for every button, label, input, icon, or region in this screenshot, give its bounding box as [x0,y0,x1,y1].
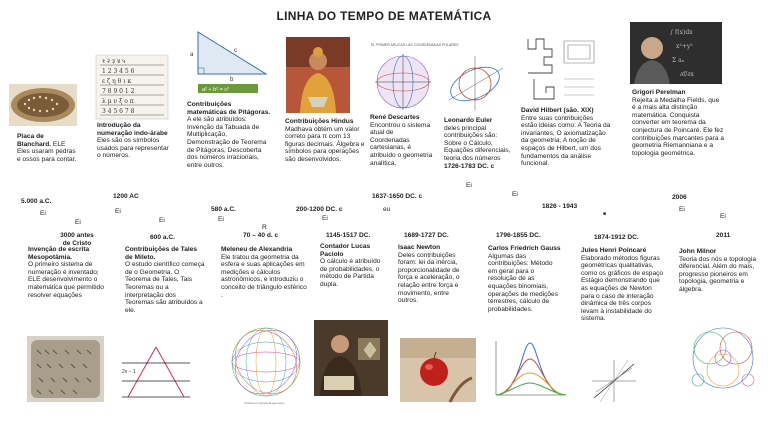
event-description: Elaborado métodos figuras geométricas qualitativas, como os gráficos de espaço Estágio demonstrando que as equações de Newton para o caso de interação dinâmica de três corpos levam à instabilidade do sistema. [581,254,664,323]
event-date: 1637-1650 DC. c [372,193,423,200]
svg-text:१ २ ३ ४ ५: १ २ ३ ४ ५ [102,58,126,65]
event-date: 1796-1855 DC. [496,232,541,239]
ei-mark: Ei [159,217,165,224]
event-date: 1145-1517 DC. [326,232,371,239]
event-description: Entre suas contribuições estão ideias como: A Teoria da invariantes, O axiomatização da geometria, A noção de espaços de Hilbert, um dos fundamentos da análise funcional. [521,114,611,168]
event-euler [444,117,512,170]
pacioli-portrait-image [314,320,388,396]
event-hilbert [521,107,611,168]
event-date: 580 a.C. [211,206,236,213]
event-description: Algumas das contribuições: Método em geral para o resolução de as equações binomiais, operações de medições terrestres, cálculo de probabilidades. [488,252,559,313]
event-name: David Hilbert (são. XIX) [521,107,594,114]
event-date: 1826 - 1943 [542,203,578,210]
bullet-mark: ■ [603,211,607,217]
newton-apple-image [400,338,476,402]
event-date: 5.000 a.C. [21,198,52,205]
event-description: O cálculo é atribuído de probabilidades, o método de Partida dupla. [320,258,381,288]
event-name: Carlos Friedrich Gauss [488,245,561,252]
page-title: LINHA DO TEMPO DE MATEMÁTICA [276,9,492,23]
svg-text:3 4 5 6 7 8: 3 4 5 6 7 8 [102,108,135,115]
event-name: Grigori Perelman [632,89,686,96]
ei-mark: Ei [218,216,224,223]
perelman-photo-image [630,22,722,84]
event-milnor [679,248,759,294]
event-description: A ele são atribuídos: Invenção da Tabuada de Multiplicação, Demonstração de Teorema de Pitágoras, Descoberta dos números irracionais, entre outros. [187,116,267,169]
blanchard-plate-image [9,84,77,126]
ei-mark: Ei [115,208,121,215]
svg-text:EL PRIMER APUCAR LAS COORDENAD: EL PRIMER APUCAR LAS COORDENADAS POLARES [371,43,459,47]
svg-text:λ μ ν ξ ο π: λ μ ν ξ ο π [102,98,134,105]
event-date: 1726-1783 DC. c [444,162,495,170]
event-gauss [488,245,562,313]
event-newton [398,244,464,305]
event-description: Madhava obtém um valor correto para π com 13 figuras decimais. Álgebra e símbolos para operações são desenvolvidos. [285,125,365,163]
svg-text:1 2 3 4 5 6: 1 2 3 4 5 6 [102,68,135,75]
event-blanchard-plate [17,133,79,163]
event-indo-arabic-numerals [97,122,169,160]
cuneiform-tablet-image [27,336,104,402]
event-date: 1874-1912 DC. [594,234,639,241]
spherical-geometry-image [220,322,312,406]
event-name: John Milnor [679,248,717,255]
ei-mark: Ei [322,215,328,222]
event-description: Rejeita a Medalha Fields, que é a mais alta distinção matemática. Conquista converter em teorema da conjectura de Poincaré. Ele fez contribuições marcantes para a geometria Riemanniana e a topologia geométrica. [632,96,724,157]
event-name: Contribuições de Tales de Mileto. [125,246,198,261]
svg-text:7 8 9 0 1 2: 7 8 9 0 1 2 [102,88,135,95]
event-description: Teoria dos nós e topologia diferencial. Além do mais, progresso pioneiros em topologia, geometria e álgebra. [679,255,756,293]
ei-mark: Ei [466,182,472,189]
event-mesopotamia-writing [28,246,108,299]
event-thales [125,246,205,314]
event-description: ELE Eles usaram pedras e ossos para contar. [17,140,77,163]
event-name: Jules Henri Poincaré [581,247,647,254]
event-name: Invenção de escrita Mesopotâmia. [28,246,90,261]
event-date: 600 a.C. [150,234,175,241]
indo-arabic-numerals-image [96,55,168,119]
hindu-scholar-image [286,37,350,113]
svg-text:Classroom spherical geometry: Classroom spherical geometry [244,401,285,405]
hilbert-curve-image [524,35,600,103]
event-description: Encontrou o sistema atual de Coordenadas cartesianas, é atribuído o geometria analítica. [370,121,433,167]
ei-mark: Ei [720,213,726,220]
event-name: Introdução da numeração indo-árabe [97,122,168,137]
event-date: 3000 antes de Cristo [60,232,94,247]
svg-text:∫ f(x)dx: ∫ f(x)dx [670,29,693,36]
event-name: Placa de Blanchard. [17,133,52,148]
event-description: deles principal contribuições são: Sobre o Cálculo, Equações diferenciais, teoria dos números [444,124,511,162]
event-name: Contribuições matemáticas de Pitágoras. [187,101,271,116]
euler-diagram-image [445,50,507,114]
event-name: René Descartes [370,114,420,121]
event-descartes [370,114,434,167]
event-date: 70 – 40 d. c [243,232,279,239]
gauss-distribution-image [490,337,570,401]
descartes-diagram-image [369,40,459,114]
event-poincare [581,247,665,323]
event-description: O primeiro sistema de numeração é inventado; ELE desenvolvimento o matemática que permitido resolver equações [28,261,104,299]
event-date: 2006 [672,194,687,201]
svg-text:Σ aₙ: Σ aₙ [672,57,685,64]
ei-mark: Ei [40,210,46,217]
poincare-graphs-image [588,358,640,404]
event-hindu-contributions [285,118,365,164]
ei-mark: Ei [75,219,81,226]
event-pythagoras [187,101,271,169]
event-pacioli [320,243,384,289]
svg-text:b: b [230,77,234,83]
event-perelman [632,89,724,157]
svg-text:ε ζ η θ ι κ: ε ζ η θ ι κ [102,78,132,85]
eu-mark: eu [383,206,391,213]
event-name: Contribuições Hindus [285,118,354,125]
event-name: Leonardo Euler [444,117,493,124]
svg-text:a: a [190,52,194,58]
pythagoras-triangle-image [188,28,273,94]
r-mark: R [262,224,267,231]
svg-text:a² + b² = c²: a² + b² = c² [202,87,229,93]
svg-text:x²+y²: x²+y² [676,43,693,50]
event-name: Meleneu de Alexandria [221,246,293,253]
event-date: 2011 [716,232,731,239]
thales-theorem-image [120,343,192,401]
ei-mark: Ei [679,206,685,213]
svg-text:∂f/∂x: ∂f/∂x [680,71,694,78]
event-description: Deles contribuições foram: lei da inércia, proporcionalidade de força e aceleração, o relação entre força e movimento, entre outros. [398,251,460,305]
svg-text:2x − 1: 2x − 1 [122,369,136,375]
milnor-topology-image [688,318,758,398]
event-date: 200-1200 DC. c [296,206,343,213]
event-name: Contador Lucas Paciolo [320,243,371,258]
event-name: Isaac Newton [398,244,441,251]
event-description: Eles são os símbolos usados para representar o números. [97,137,169,160]
event-menelaus [221,246,309,299]
svg-text:c: c [234,48,237,54]
ei-mark: Ei [512,191,518,198]
event-description: O estudo científico começa de o Geometria. O Teorema de Tales, Tais Teoremas ou a interpretação dos Teoremas são atribuídos a ele. [125,261,205,314]
event-date: 1200 AC [113,193,139,200]
event-description: Ele tratou da geometria da esfera e suas aplicações em medições e cálculos astronômicos, e introduziu o conceito de triângulo esférico . [221,253,307,299]
event-date: 1689-1727 DC. [404,232,449,239]
